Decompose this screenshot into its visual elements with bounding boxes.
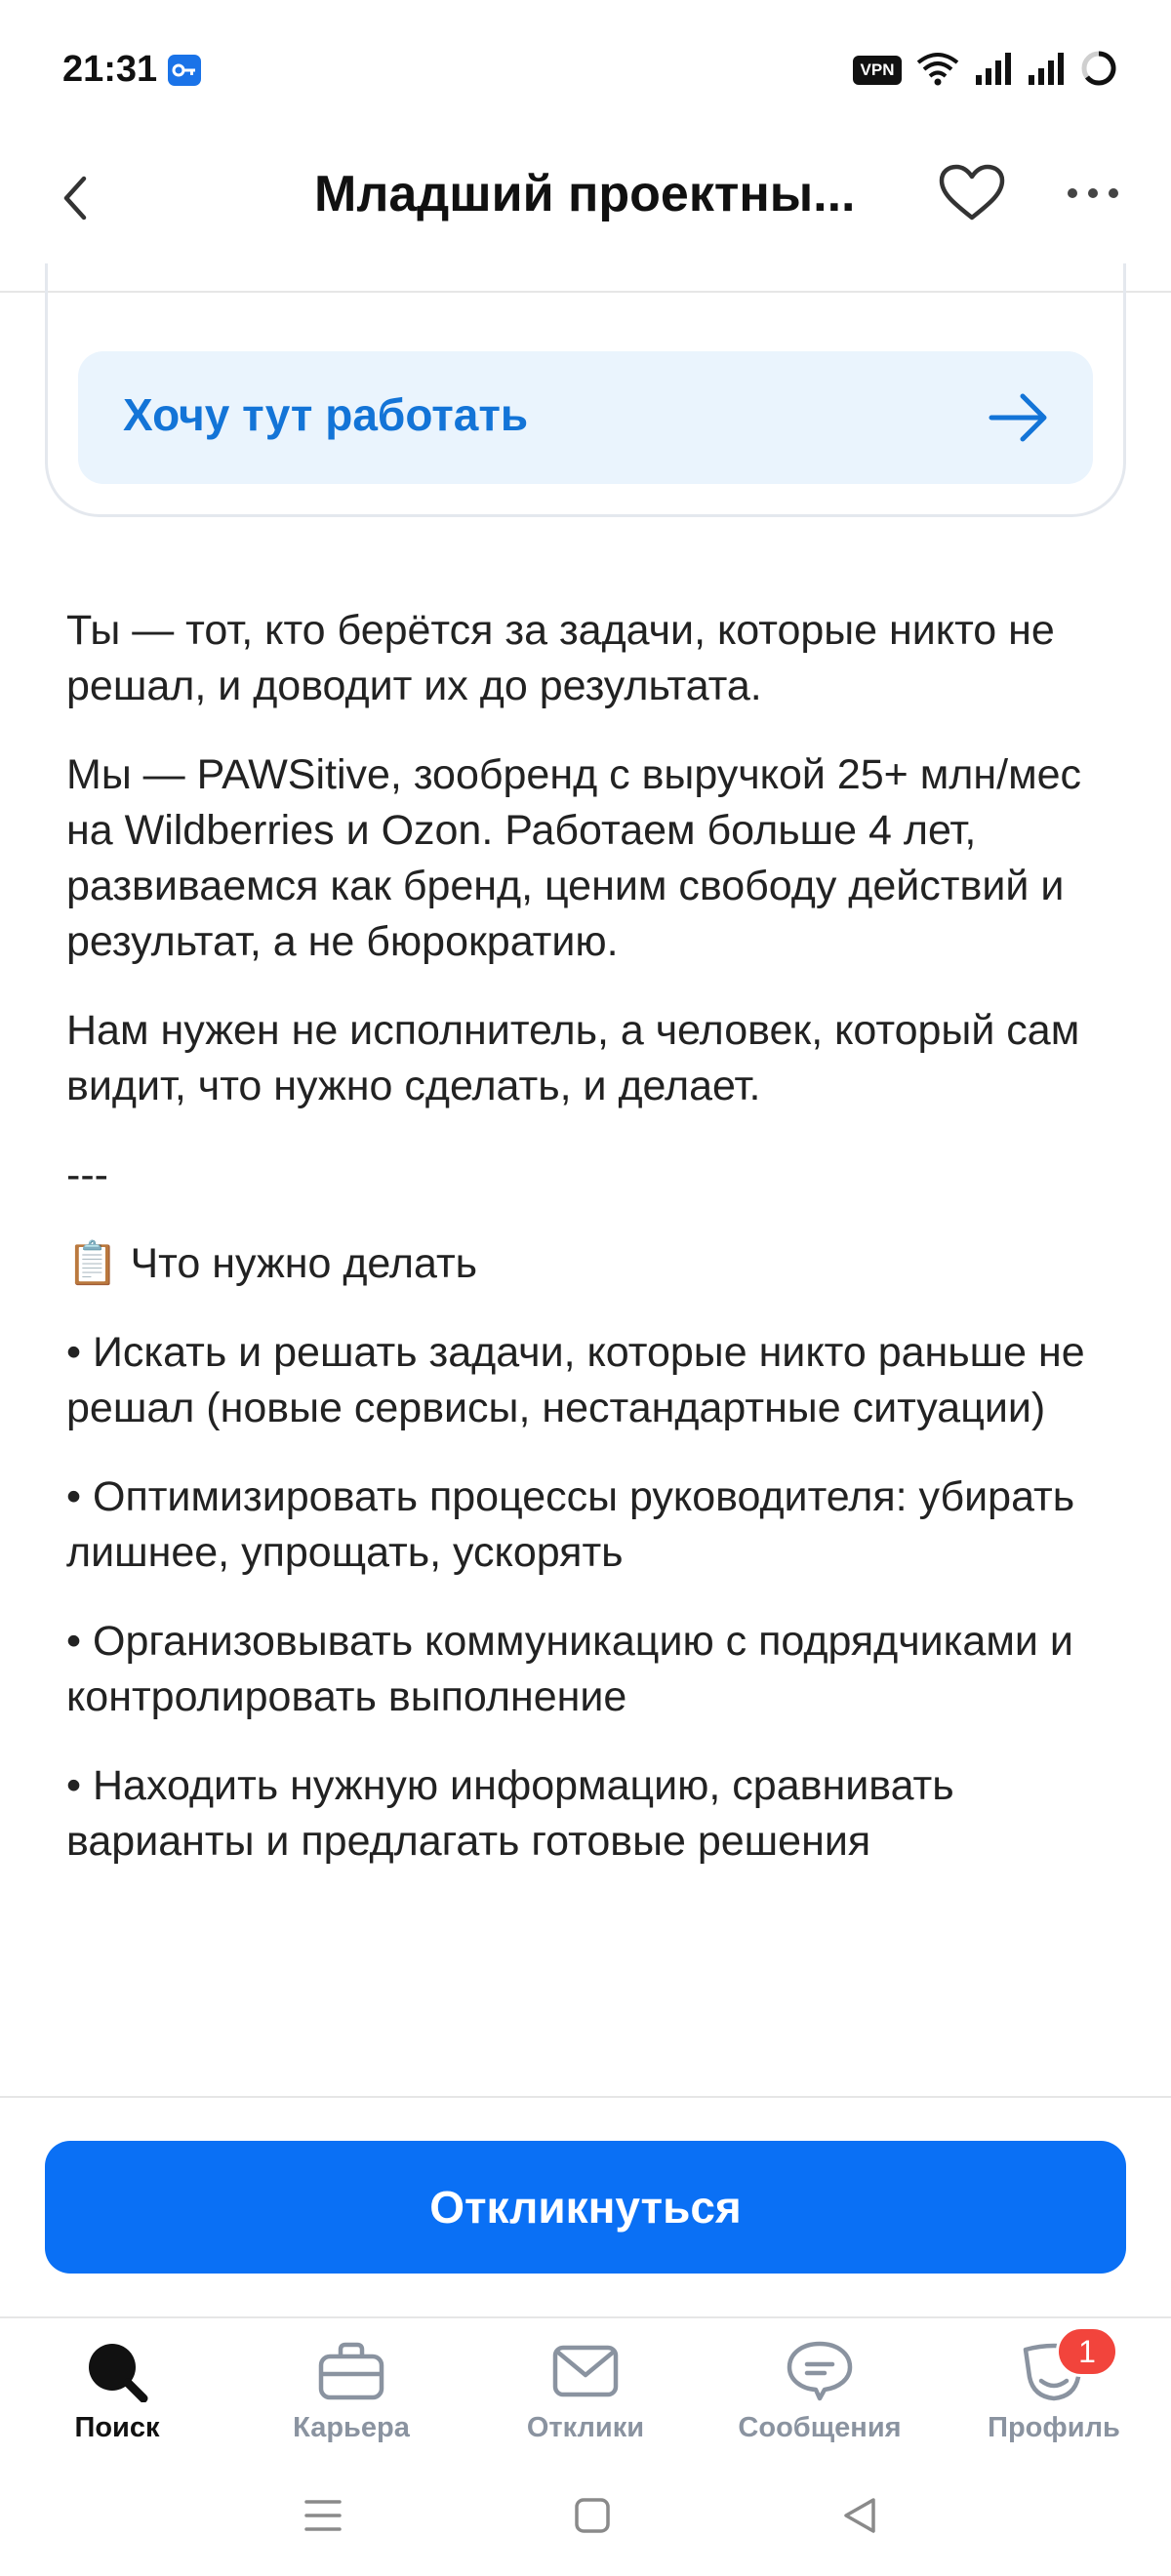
back-button[interactable] xyxy=(51,166,100,234)
home-button[interactable] xyxy=(558,2488,626,2547)
tab-label: Карьера xyxy=(293,2412,410,2443)
bullet-item: • Находить нужную информацию, сравнивать варианты и предлагать готовые решения xyxy=(66,1762,954,1865)
favorite-button[interactable] xyxy=(933,160,1011,230)
status-bar xyxy=(0,0,1171,137)
signal-icon xyxy=(974,52,1013,90)
wifi-icon xyxy=(915,51,960,91)
tab-label: Отклики xyxy=(526,2412,645,2443)
respond-button[interactable]: Откликнуться xyxy=(45,2141,1126,2274)
vacancy-description xyxy=(66,603,1120,1903)
notification-badge: 1 xyxy=(1056,2326,1118,2377)
tab-responses[interactable] xyxy=(468,2320,703,2447)
menu-lines-icon xyxy=(303,2498,343,2538)
system-navigation-bar xyxy=(0,2469,1171,2576)
tab-profile[interactable] xyxy=(937,2320,1171,2447)
tab-search[interactable] xyxy=(0,2320,234,2447)
search-icon xyxy=(85,2332,149,2410)
square-icon xyxy=(573,2496,612,2540)
triangle-back-icon xyxy=(840,2496,879,2540)
briefcase-icon xyxy=(317,2332,385,2410)
more-button[interactable] xyxy=(1064,166,1122,224)
section-heading: 📋 Что нужно делать xyxy=(66,1240,478,1287)
vpn-badge: VPN xyxy=(853,56,902,85)
status-time: 21:31 xyxy=(62,49,158,90)
signal-icon xyxy=(1027,52,1066,90)
want-to-work-label: Хочу тут работать xyxy=(123,389,529,440)
separator-text: --- xyxy=(66,1151,108,1198)
arrow-right-icon xyxy=(988,388,1050,452)
system-back-button[interactable] xyxy=(826,2488,894,2547)
heart-icon xyxy=(938,164,1006,227)
divider xyxy=(0,2316,1171,2318)
want-to-work-button[interactable] xyxy=(78,351,1093,484)
vpn-key-icon xyxy=(168,55,201,86)
tab-career[interactable] xyxy=(234,2320,468,2447)
description-paragraph: Нам нужен не исполнитель, а человек, который сам видит, что нужно сделать, и делает. xyxy=(66,1007,1080,1109)
description-paragraph: Мы — PAWSitive, зообренд с выручкой 25+ млн/мес на Wildberries и Ozon. Работаем больше 4 лет, развиваемся как бренд, ценим свободу действий и результат, а не бюрократию. xyxy=(66,751,1082,965)
chevron-left-icon xyxy=(61,175,90,226)
tab-label: Сообщения xyxy=(738,2412,902,2443)
chat-bubble-icon xyxy=(786,2332,854,2410)
tab-label: Профиль xyxy=(988,2412,1120,2443)
tab-messages[interactable] xyxy=(703,2320,937,2447)
more-dots-icon xyxy=(1067,186,1119,204)
description-paragraph: Ты — тот, кто берётся за задачи, которые никто не решал, и доводит их до результата. xyxy=(66,607,1055,709)
battery-icon xyxy=(1079,49,1118,93)
divider xyxy=(0,2096,1171,2098)
status-icons xyxy=(853,51,1118,90)
tab-label: Поиск xyxy=(74,2412,160,2443)
bullet-item: • Искать и решать задачи, которые никто раньше не решал (новые сервисы, нестандартные ситуации) xyxy=(66,1329,1085,1431)
page-title: Младший проектны... xyxy=(314,166,856,222)
envelope-icon xyxy=(551,2332,620,2410)
bullet-item: • Оптимизировать процессы руководителя: убирать лишнее, упрощать, ускорять xyxy=(66,1473,1075,1576)
bottom-tab-bar xyxy=(0,2320,1171,2447)
recent-apps-button[interactable] xyxy=(289,2488,357,2547)
bullet-item: • Организовывать коммуникацию с подрядчиками и контролировать выполнение xyxy=(66,1618,1073,1720)
